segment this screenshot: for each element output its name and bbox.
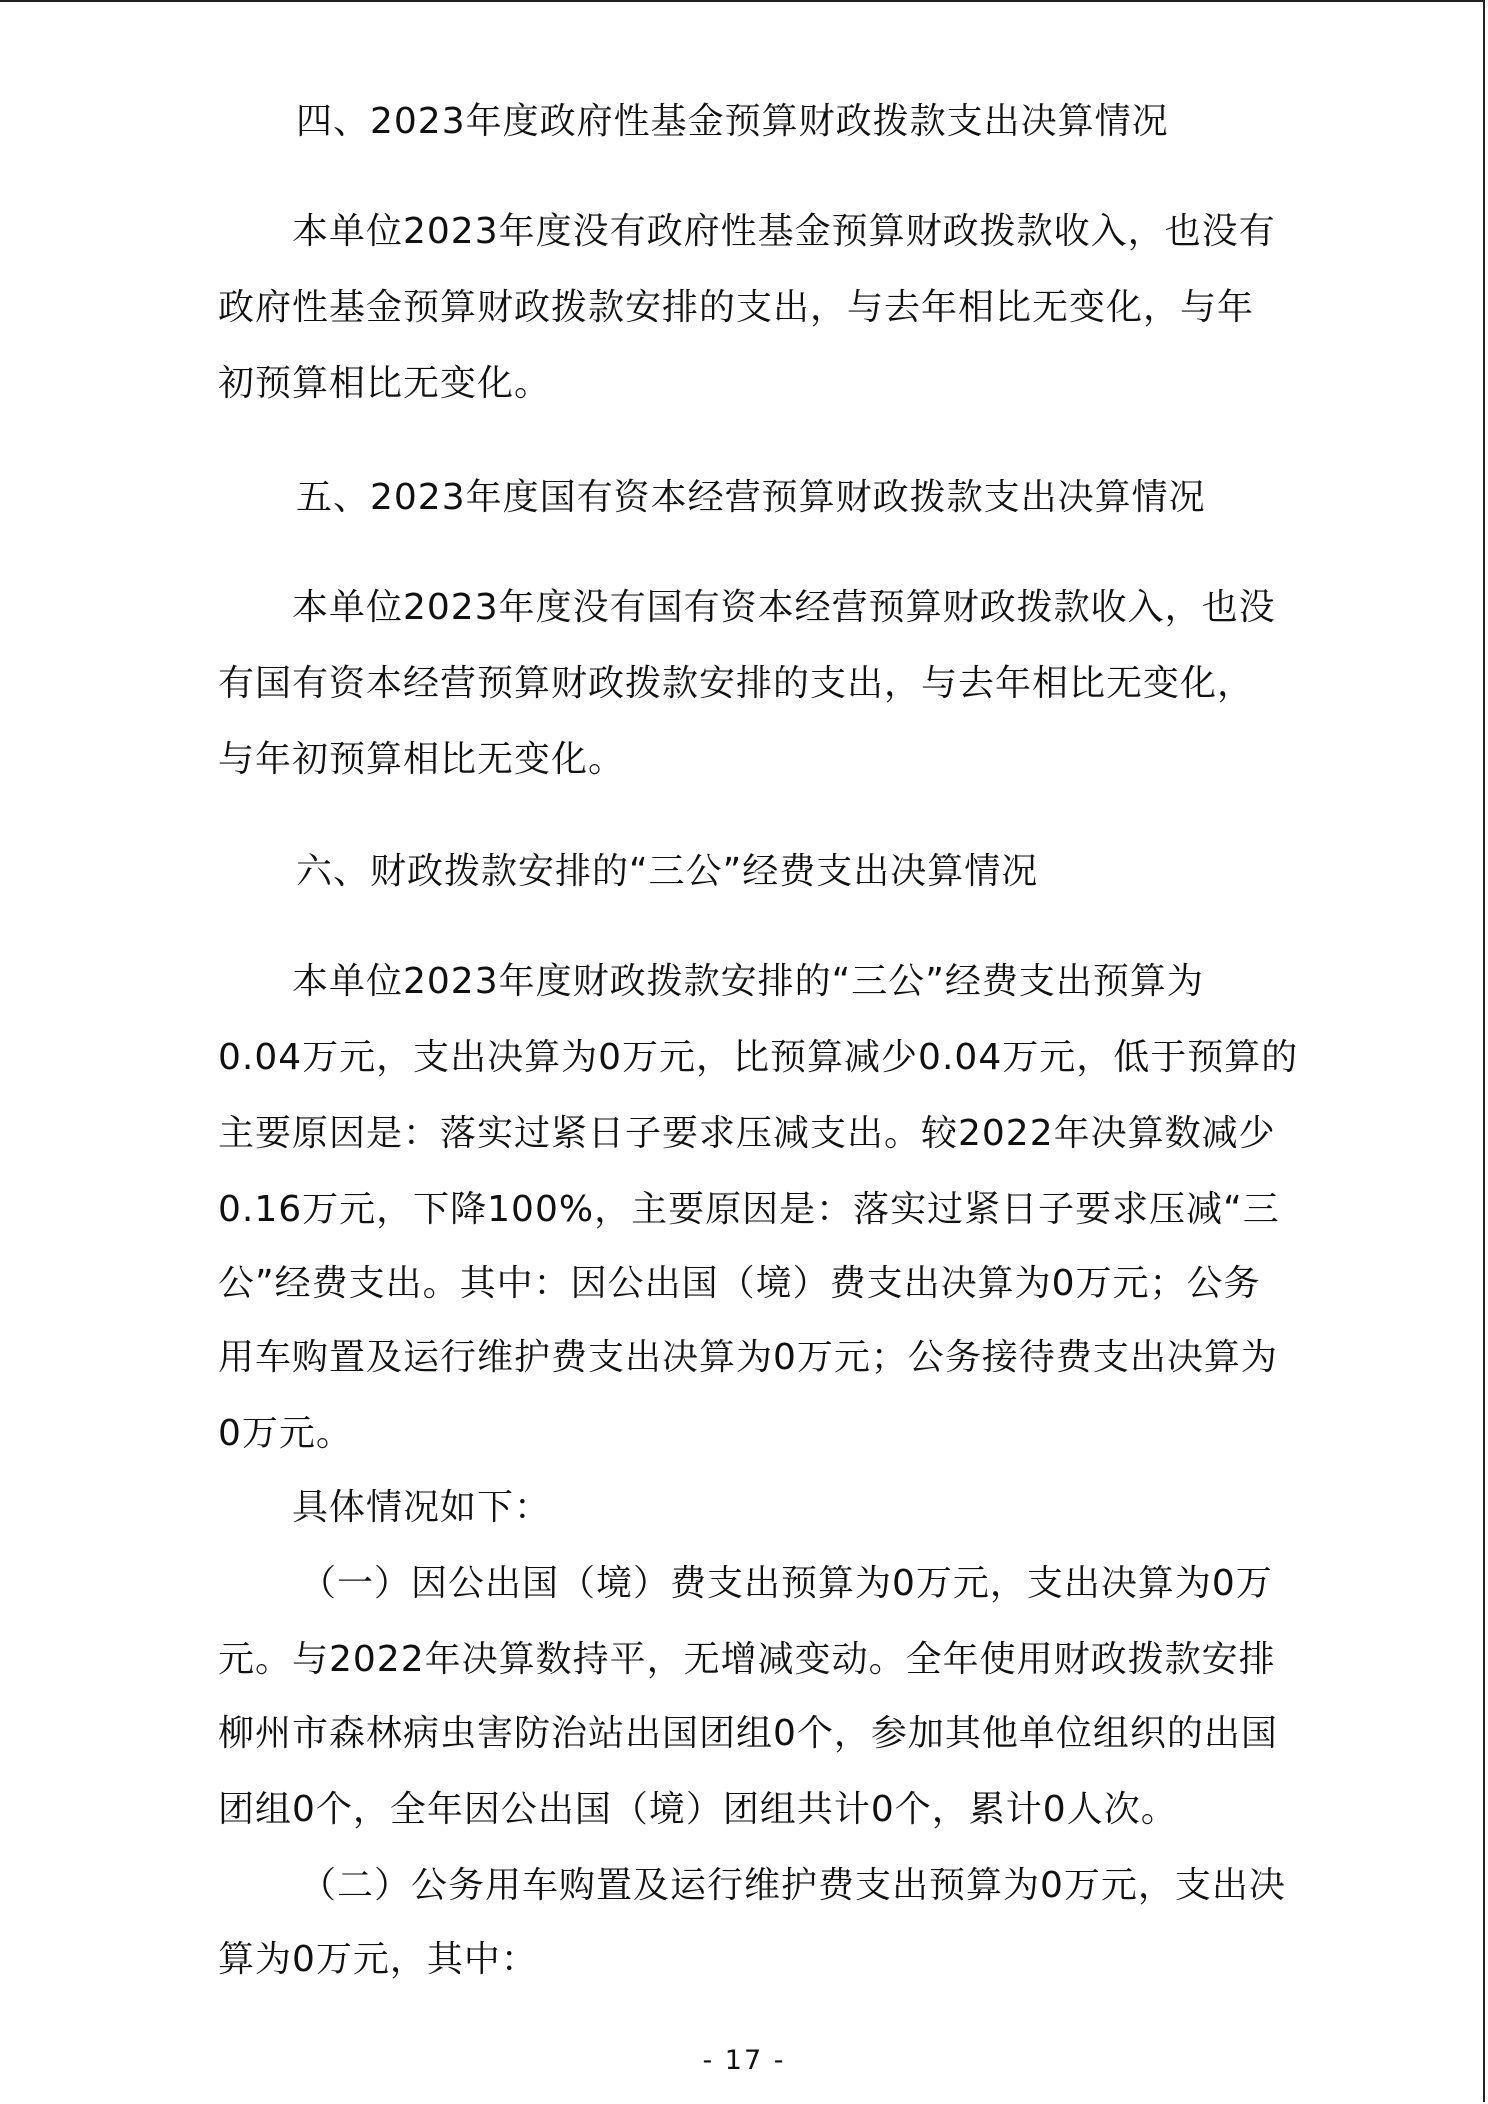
paragraph-line: 0.04万元，支出决算为0万元，比预算减少0.04万元，低于预算的 [218, 1037, 1299, 1078]
paragraph-line: 团组0个，全年因公出国（境）团组共计0个，累计0人次。 [218, 1789, 1178, 1830]
paragraph-line: 主要原因是：落实过紧日子要求压减支出。较2022年决算数减少 [218, 1113, 1276, 1154]
paragraph-line: 0.16万元，下降100%，主要原因是：落实过紧日子要求压减“三 [218, 1189, 1280, 1230]
paragraph-line: 公”经费支出。其中：因公出国（境）费支出决算为0万元；公务 [218, 1263, 1261, 1304]
paragraph-line: 本单位2023年度没有政府性基金预算财政拨款收入，也没有 [292, 211, 1276, 252]
paragraph-line: （一）因公出国（境）费支出预算为0万元，支出决算为0万 [300, 1563, 1273, 1604]
section-heading-4: 四、2023年度政府性基金预算财政拨款支出决算情况 [296, 101, 1169, 142]
paragraph-line: 初预算相比无变化。 [218, 363, 552, 404]
paragraph-line: 有国有资本经营预算财政拨款安排的支出，与去年相比无变化， [218, 663, 1255, 704]
page-number: - 17 - [702, 2045, 786, 2076]
paragraph-line: 算为0万元，其中： [218, 1939, 538, 1980]
paragraph-line: 0万元。 [218, 1413, 353, 1454]
paragraph-line: 元。与2022年决算数持平，无增减变动。全年使用财政拨款安排 [218, 1639, 1276, 1680]
paragraph-line: 具体情况如下： [292, 1487, 552, 1528]
section-heading-6: 六、财政拨款安排的“三公”经费支出决算情况 [296, 851, 1039, 892]
section-heading-5: 五、2023年度国有资本经营预算财政拨款支出决算情况 [296, 477, 1206, 518]
paragraph-line: 本单位2023年度财政拨款安排的“三公”经费支出预算为 [292, 961, 1204, 1002]
paragraph-line: 用车购置及运行维护费支出决算为0万元；公务接待费支出决算为 [218, 1337, 1278, 1378]
paragraph-line: （二）公务用车购置及运行维护费支出预算为0万元，支出决 [300, 1865, 1286, 1906]
paragraph-line: 政府性基金预算财政拨款安排的支出，与去年相比无变化，与年 [218, 287, 1255, 328]
paragraph-line: 与年初预算相比无变化。 [218, 739, 626, 780]
paragraph-line: 柳州市森林病虫害防治站出国团组0个，参加其他单位组织的出国 [218, 1713, 1278, 1754]
paragraph-line: 本单位2023年度没有国有资本经营预算财政拨款收入，也没 [292, 587, 1276, 628]
